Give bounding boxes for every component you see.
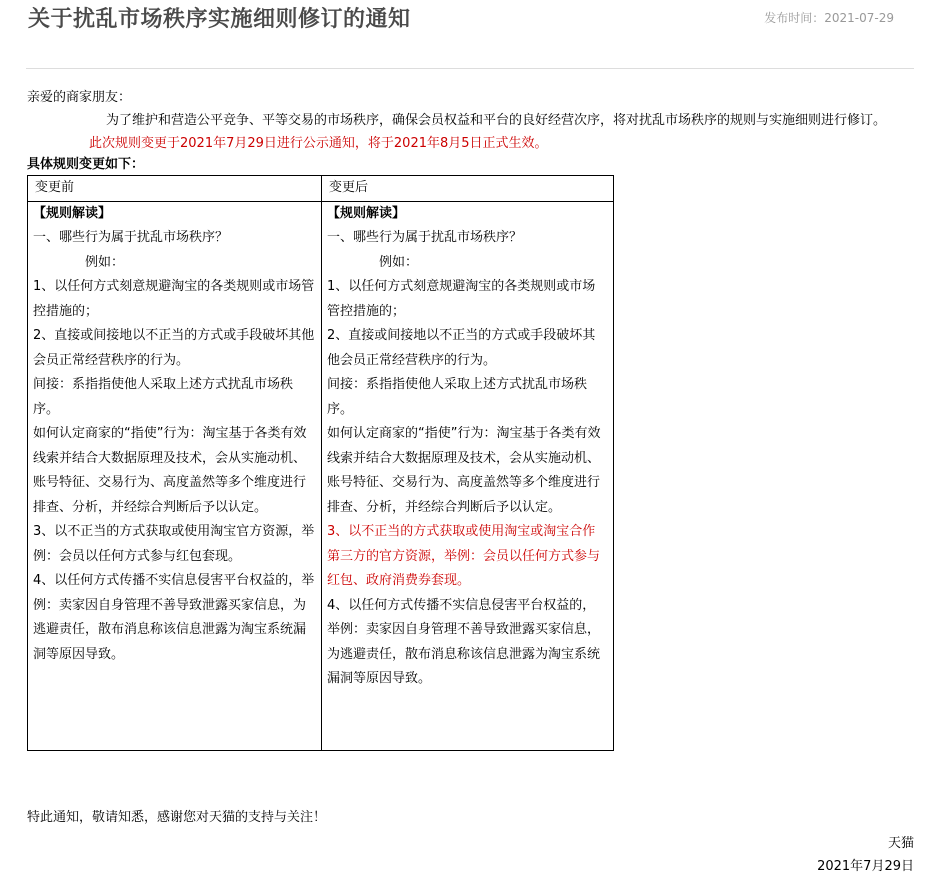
rule-paragraph: 间接：系指指使他人采取上述方式扰乱市场秩序。 — [327, 377, 588, 417]
rules-change-table — [27, 175, 614, 751]
intro-paragraph: 为了维护和营造公平竞争、平等交易的市场秩序，确保会员权益和平台的良好经营次序，将对扰乱市场秩序的规则与实施细则进行修订。 — [106, 113, 887, 128]
cell-before — [28, 201, 322, 750]
effective-notice: 此次规则变更于2021年7月29日进行公示通知，将于2021年8月5日正式生效。 — [89, 136, 548, 151]
rule-paragraph: 2、直接或间接地以不正当的方式或手段破坏其他会员正常经营秩序的行为。 — [33, 328, 315, 368]
rule-paragraph: 如何认定商家的“指使”行为：淘宝基于各类有效线索并结合大数据原理及技术，会从实施动机、账号特征、交易行为、高度盖然等多个维度进行排查、分析，并经综合判断后予以认定。 — [33, 426, 307, 515]
rule-paragraph: 4、以任何方式传播不实信息侵害平台权益的，举例：卖家因自身管理不善导致泄露买家信息，为逃避责任，散布消息称该信息泄露为淘宝系统漏洞等原因导致。 — [33, 573, 315, 662]
rule-paragraph: 间接：系指指使他人采取上述方式扰乱市场秩序。 — [33, 377, 294, 417]
greeting: 亲爱的商家朋友： — [27, 90, 132, 105]
rules-heading: 具体规则变更如下： — [27, 157, 145, 172]
rule-paragraph: 例如： — [379, 254, 419, 270]
rule-paragraph: 2、直接或间接地以不正当的方式或手段破坏其他会员正常经营秩序的行为。 — [327, 328, 596, 368]
signature-date: 2021年7月29日 — [817, 859, 914, 874]
closing-text: 特此通知，敬请知悉，感谢您对天猫的支持与关注！ — [27, 810, 327, 825]
rule-paragraph: 一、哪些行为属于扰乱市场秩序？ — [327, 230, 523, 245]
notice-body — [27, 86, 914, 751]
rule-paragraph: 【规则解读】 — [33, 205, 112, 221]
signature-block — [817, 832, 914, 878]
title-divider — [26, 68, 914, 69]
table-header-row — [28, 176, 614, 202]
column-header-after: 变更后 — [322, 176, 614, 202]
column-header-before: 变更前 — [28, 176, 322, 202]
rule-paragraph: 1、以任何方式刻意规避淘宝的各类规则或市场管控措施的； — [33, 279, 315, 319]
rule-paragraph: 例如： — [85, 254, 125, 270]
page-title: 关于扰乱市场秩序实施细则修订的通知 — [28, 6, 411, 32]
rule-paragraph: 如何认定商家的“指使”行为：淘宝基于各类有效线索并结合大数据原理及技术，会从实施动机、账号特征、交易行为、高度盖然等多个维度进行排查、分析，并经综合判断后予以认定。 — [327, 426, 601, 515]
rule-paragraph: 一、哪些行为属于扰乱市场秩序？ — [33, 230, 229, 245]
signature: 天猫 — [887, 836, 914, 851]
publish-date: 发布时间：2021-07-29 — [764, 11, 894, 25]
rule-paragraph: 3、以不正当的方式获取或使用淘宝官方资源，举例：会员以任何方式参与红包套现。 — [33, 524, 315, 564]
cell-after — [322, 201, 614, 750]
rule-paragraph: 【规则解读】 — [327, 205, 406, 221]
table-row — [28, 201, 614, 750]
rule-paragraph: 1、以任何方式刻意规避淘宝的各类规则或市场管控措施的； — [327, 279, 596, 319]
rule-paragraph: 4、以任何方式传播不实信息侵害平台权益的，举例：卖家因自身管理不善导致泄露买家信息，为逃避责任，散布消息称该信息泄露为淘宝系统漏洞等原因导致。 — [327, 597, 601, 686]
rule-paragraph: 3、以不正当的方式获取或使用淘宝或淘宝合作第三方的官方资源，举例：会员以任何方式参与红包、政府消费券套现。 — [327, 524, 601, 588]
